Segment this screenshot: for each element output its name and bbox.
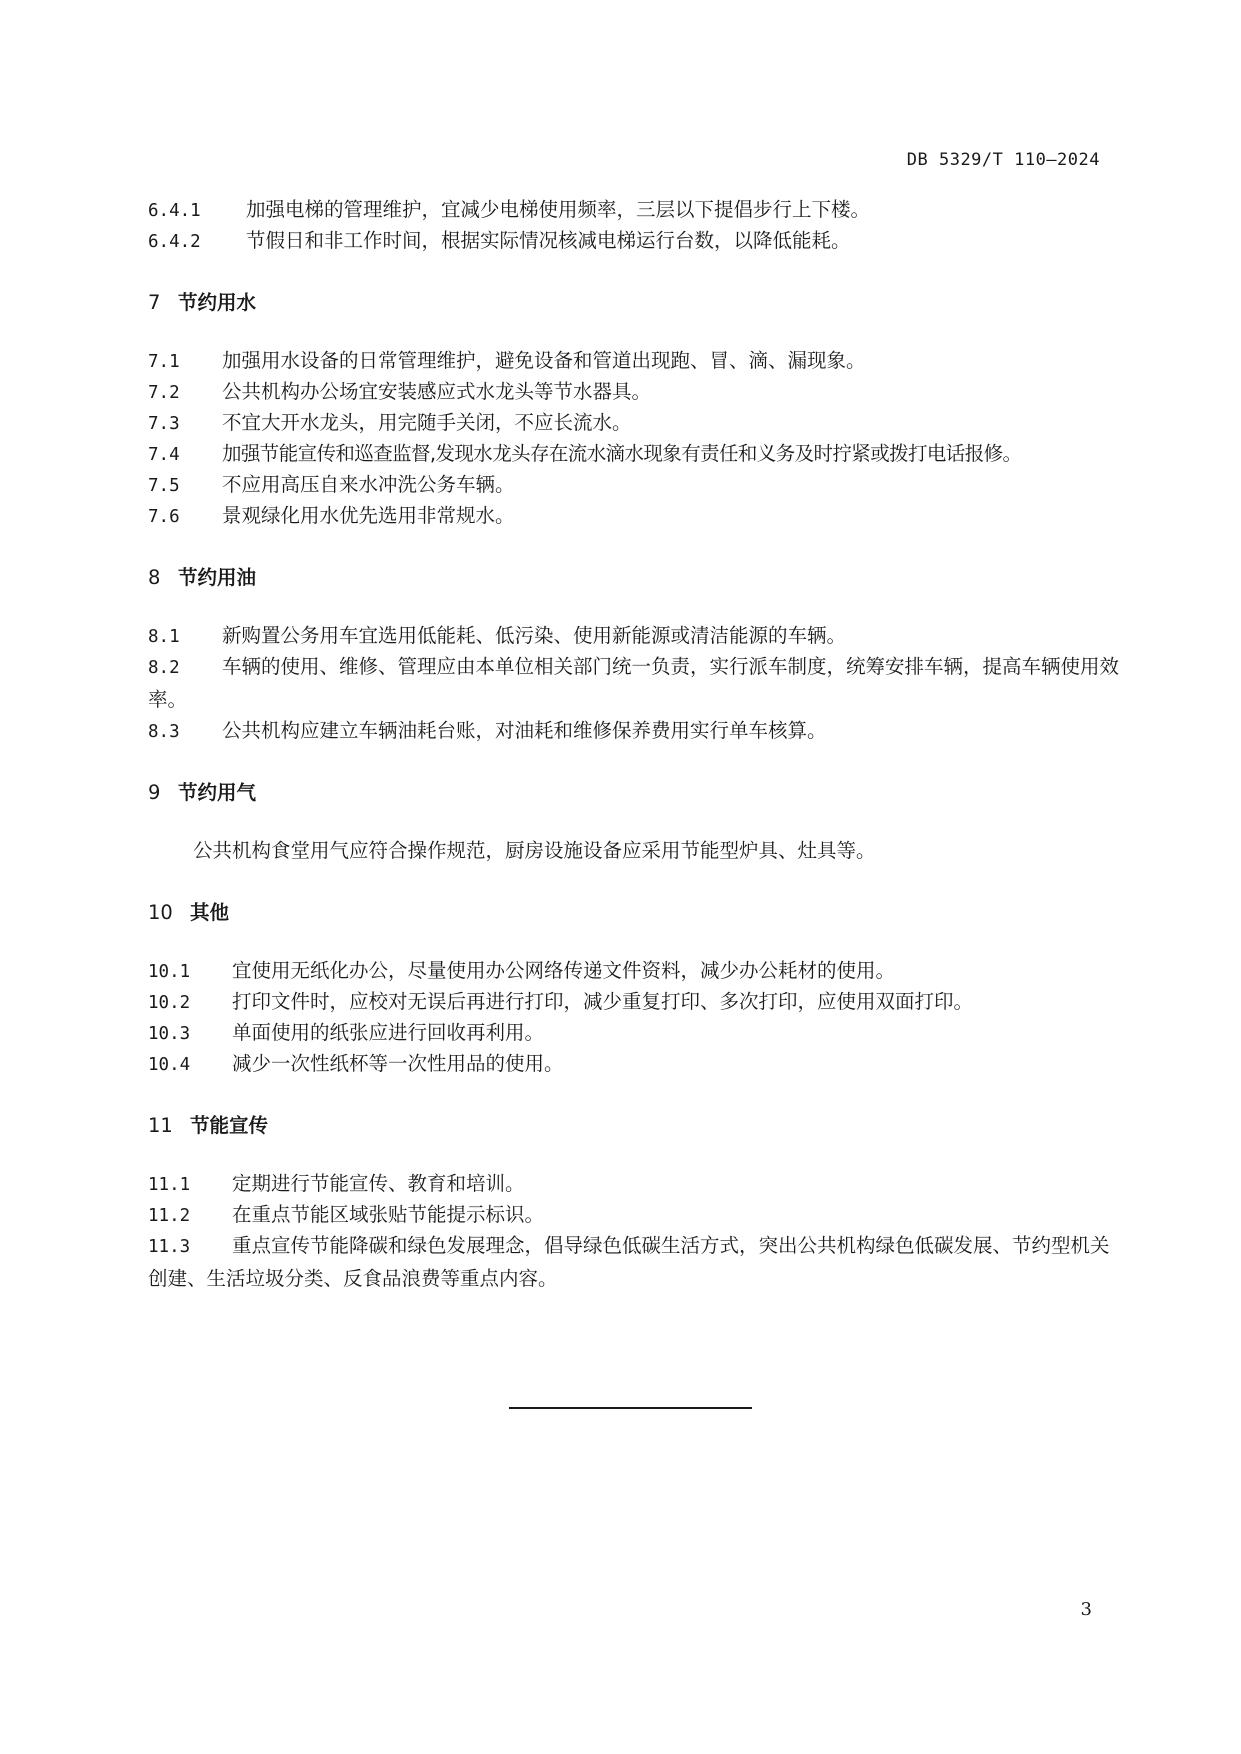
clause-8-3 <box>148 715 1124 746</box>
clause-text: 单面使用的纸张应进行回收再利用。 <box>232 1021 545 1044</box>
clause-number: 6.4.2 <box>148 232 201 252</box>
clause-number: 11.1 <box>148 1175 191 1195</box>
page-number: 3 <box>1080 1599 1092 1620</box>
clause-text: 节假日和非工作时间，根据实际情况核减电梯运行台数，以降低能耗。 <box>246 229 851 252</box>
section-title: 其他 <box>190 901 230 924</box>
section-heading-11 <box>148 1110 1124 1141</box>
clause-number: 7.5 <box>148 476 180 496</box>
clause-7-4 <box>148 438 1124 469</box>
clause-text: 宜使用无纸化办公，尽量使用办公网络传递文件资料，减少办公耗材的使用。 <box>232 959 896 982</box>
section-title: 节约用气 <box>178 781 257 804</box>
clause-number: 7.3 <box>148 414 180 434</box>
clause-number: 10.2 <box>148 993 191 1013</box>
clause-number: 8.1 <box>148 627 180 647</box>
clause-text: 公共机构办公场宜安装感应式水龙头等节水器具。 <box>222 380 652 403</box>
clause-number: 7.4 <box>148 445 180 465</box>
section-heading-7 <box>148 287 1124 318</box>
clause-7-2 <box>148 376 1124 407</box>
section-heading-9 <box>148 777 1124 808</box>
clause-text: 减少一次性纸杯等一次性用品的使用。 <box>232 1052 564 1075</box>
clause-number: 7.6 <box>148 507 180 527</box>
section-9-paragraph: 公共机构食堂用气应符合操作规范，厨房设施设备应采用节能型炉具、灶具等。 <box>193 839 876 862</box>
clause-number: 7.1 <box>148 352 180 372</box>
clause-text: 公共机构应建立车辆油耗台账，对油耗和维修保养费用实行单车核算。 <box>222 719 827 742</box>
clause-10-1 <box>148 955 1124 986</box>
clause-number: 10.1 <box>148 962 191 982</box>
clause-number: 10.4 <box>148 1055 191 1075</box>
clause-8-1 <box>148 620 1124 651</box>
end-of-document-rule <box>509 1407 752 1409</box>
clause-7-5 <box>148 469 1124 500</box>
clause-number: 8.3 <box>148 722 180 742</box>
clause-6-4-1 <box>148 194 1124 225</box>
clause-10-4 <box>148 1048 1124 1079</box>
section-heading-8 <box>148 562 1124 593</box>
clause-text: 车辆的使用、维修、管理应由本单位相关部门统一负责，实行派车制度，统筹安排车辆，提高车辆使用效率。 <box>148 655 1120 711</box>
clause-number: 10.3 <box>148 1024 191 1044</box>
clause-11-1 <box>148 1168 1124 1199</box>
clause-8-2 <box>148 651 1124 715</box>
clause-text: 在重点节能区域张贴节能提示标识。 <box>232 1203 545 1226</box>
clause-text: 重点宣传节能降碳和绿色发展理念，倡导绿色低碳生活方式，突出公共机构绿色低碳发展、节约型机关创建、生活垃圾分类、反食品浪费等重点内容。 <box>148 1234 1110 1290</box>
section-title: 节能宣传 <box>190 1114 269 1137</box>
clause-number: 8.2 <box>148 658 180 678</box>
clause-text: 景观绿化用水优先选用非常规水。 <box>222 504 515 527</box>
clause-text: 定期进行节能宣传、教育和培训。 <box>232 1172 525 1195</box>
section-title: 节约用油 <box>178 566 257 589</box>
clause-text: 打印文件时，应校对无误后再进行打印，减少重复打印、多次打印，应使用双面打印。 <box>232 990 974 1013</box>
clause-7-6 <box>148 500 1124 531</box>
clause-10-2 <box>148 986 1124 1017</box>
clause-7-3 <box>148 407 1124 438</box>
section-title: 节约用水 <box>178 291 257 314</box>
clause-text: 加强节能宣传和巡查监督,发现水龙头存在流水滴水现象有责任和义务及时拧紧或拨打电话报修。 <box>222 442 1022 465</box>
section-number: 11 <box>148 1114 173 1137</box>
clause-number: 6.4.1 <box>148 201 201 221</box>
clause-text: 加强用水设备的日常管理维护，避免设备和管道出现跑、冒、滴、漏现象。 <box>222 349 866 372</box>
clause-text: 加强电梯的管理维护，宜减少电梯使用频率，三层以下提倡步行上下楼。 <box>246 198 871 221</box>
section-number: 10 <box>148 901 173 924</box>
document-code: DB 5329/T 110—2024 <box>906 150 1100 170</box>
clause-11-3 <box>148 1230 1124 1294</box>
clause-7-1 <box>148 345 1124 376</box>
clause-6-4-2 <box>148 225 1124 256</box>
clause-text: 不应用高压自来水冲洗公务车辆。 <box>222 473 515 496</box>
clause-11-2 <box>148 1199 1124 1230</box>
section-number: 9 <box>148 781 161 804</box>
section-number: 7 <box>148 291 161 314</box>
section-heading-10 <box>148 897 1124 928</box>
section-number: 8 <box>148 566 161 589</box>
clause-10-3 <box>148 1017 1124 1048</box>
clause-number: 11.2 <box>148 1206 191 1226</box>
clause-number: 11.3 <box>148 1237 191 1257</box>
clause-text: 不宜大开水龙头，用完随手关闭，不应长流水。 <box>222 411 632 434</box>
document-body <box>148 194 1124 1294</box>
clause-number: 7.2 <box>148 383 180 403</box>
clause-text: 新购置公务用车宜选用低能耗、低污染、使用新能源或清洁能源的车辆。 <box>222 624 847 647</box>
